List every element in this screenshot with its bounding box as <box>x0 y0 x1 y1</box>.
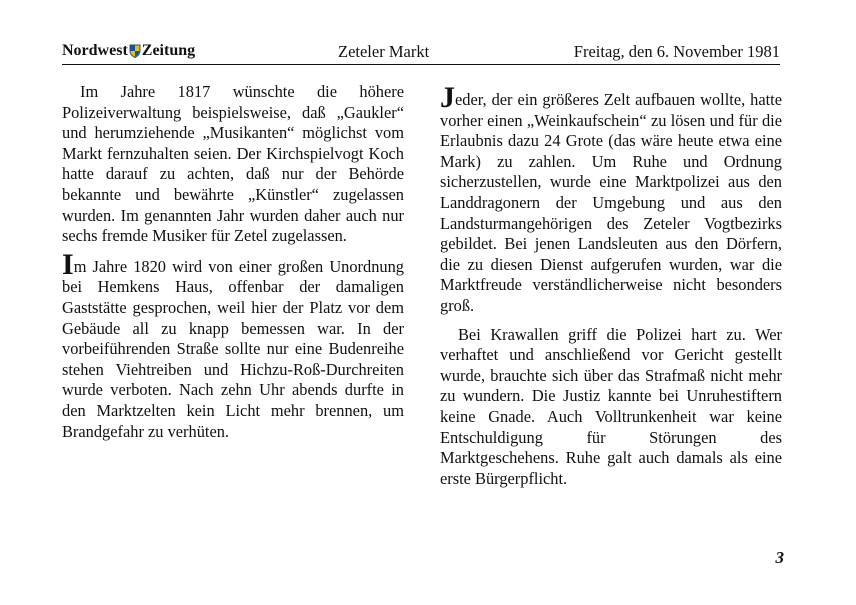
newspaper-title <box>62 42 195 60</box>
left-paragraph-2-text: m Jahre 1820 wird von einer großen Unordnung bei Hemkens Haus, offenbar der damaligen Gaststätte gesprochen, weil hier der Platz vor dem Gebäude all zu knapp bemessen war. In der vorbeiführenden Straße sollte nur eine Budenreihe stehen Viehtreiben und Hichzu-Roß-Durchreiten wurde verboten. Nach zehn Uhr abends durfte in den Marktzelten kein Licht mehr brennen, um Brandgefahr zu verhüten. <box>62 256 404 441</box>
left-column <box>62 82 404 450</box>
section-title: Zeteler Markt <box>338 42 430 61</box>
left-paragraph-1: Im Jahre 1817 wünschte die höhere Polizeiverwaltung beispielsweise, daß „Gaukler“ und herumziehende „Musikanten“ möglichst vom Markt fernzuhalten seien. Der Kirchspielvogt Koch hatte darauf zu achten, daß nur der Behörde bekannte und bewährte „Künstler“ zugelassen wurden. Im genannten Jahr wurden daher auch nur sechs fremde Musiker für Zetel zugelassen. <box>62 82 404 246</box>
newspaper-title-part2: Zeitung <box>141 42 196 59</box>
right-paragraph-2: Bei Krawallen griff die Polizei hart zu. Wer verhaftet und anschließend vor Gericht gestellt wurde, brauchte sich über das Strafmaß nicht mehr zu wundern. Die Justiz kannte bei Unruhestiftern keine Gnade. Auch Volltrunkenheit war keine Entschuldigung für Störungen des Marktgeschehens. Ruhe galt auch damals als eine erste Bürgerpflicht. <box>440 324 782 488</box>
page-header <box>62 42 780 65</box>
coat-of-arms-icon <box>129 44 141 58</box>
drop-cap: J <box>440 81 455 114</box>
page-number: 3 <box>775 548 784 567</box>
right-paragraph-1 <box>440 81 782 317</box>
left-paragraph-2 <box>62 247 404 442</box>
issue-date: Freitag, den 6. November 1981 <box>573 42 780 61</box>
newspaper-title-part1: Nordwest <box>62 42 128 59</box>
right-paragraph-1-text: eder, der ein größeres Zelt aufbauen wollte, hatte vorher einen „Weinkaufschein“ zu lösen und für die Erlaubnis dazu 24 Grote (das wäre heute etwa eine Mark) zu zahlen. Um Ruhe und Ordnung sicherzustellen, wurde eine Marktpolizei aus den Landdragonern der Umgebung und aus den Landsturmangehörigen des Zeteler Vogtbezirks gebildet. Bei jenen Landsleuten aus den Dörfern, die zu diesen Dienst aufgerufen wurden, war die Marktfreude verständlicherweise nicht besonders groß. <box>440 90 782 315</box>
drop-cap: I <box>62 247 74 281</box>
right-column <box>440 81 782 497</box>
